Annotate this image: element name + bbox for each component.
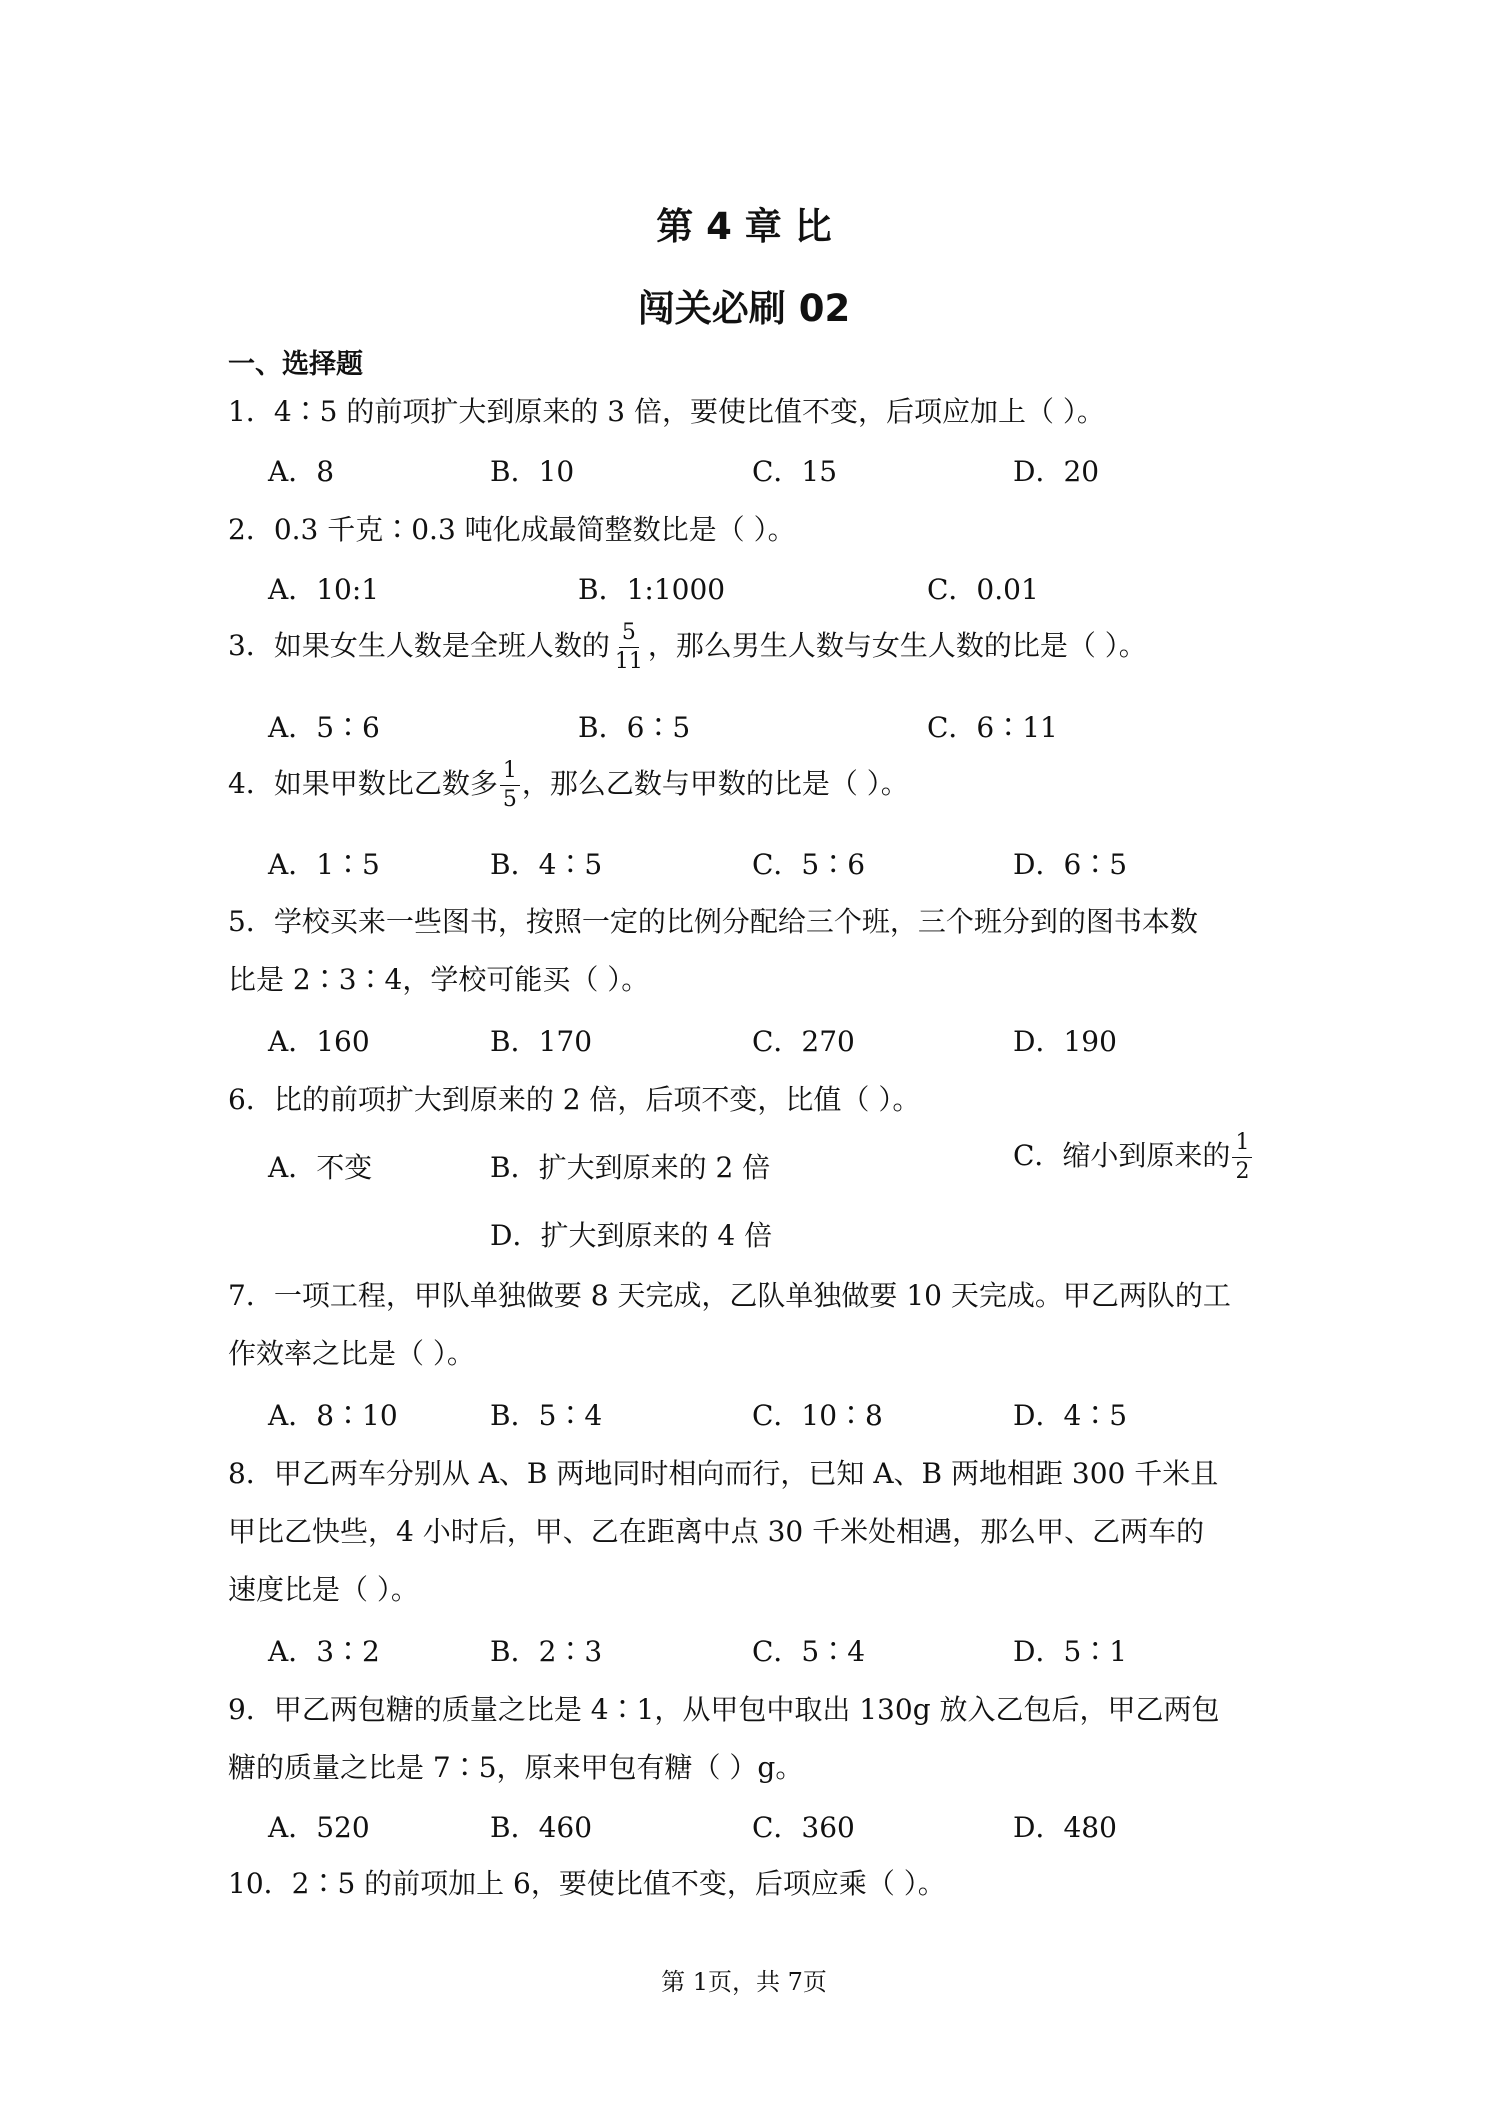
q1-option-a: A．8: [268, 455, 335, 488]
section-heading: 一、选择题: [228, 349, 363, 380]
q4-option-c: C．5∶6: [752, 848, 866, 881]
question-8-line-3: 速度比是（ ）。: [228, 1573, 419, 1606]
q9-option-c: C．360: [752, 1811, 855, 1844]
question-4: [228, 760, 909, 811]
q4-fraction: [500, 760, 520, 811]
q3-fraction: [612, 622, 646, 673]
question-3: [228, 622, 1147, 673]
question-5-line-2: 比是 2∶3∶4，学校可能买（ ）。: [228, 963, 650, 996]
q9-option-d: D．480: [1013, 1811, 1117, 1844]
q4-text-pre: 4．如果甲数比乙数多: [228, 767, 498, 800]
q2-option-b: B．1:1000: [578, 573, 726, 606]
q1-option-b: B．10: [490, 455, 575, 488]
q9-option-b: B．460: [490, 1811, 593, 1844]
question-2: 2．0.3 千克∶0.3 吨化成最简整数比是（ ）。: [228, 513, 796, 546]
question-8-line-2: 甲比乙快些，4 小时后，甲、乙在距离中点 30 千米处相遇，那么甲、乙两车的: [228, 1515, 1205, 1548]
q3-option-a: A．5∶6: [268, 711, 380, 744]
q6-option-b: B．扩大到原来的 2 倍: [490, 1151, 771, 1184]
page-subtitle: 闯关必刷 02: [637, 287, 851, 330]
question-8-line-1: 8．甲乙两车分别从 A、B 两地同时相向而行，已知 A、B 两地相距 300 千米且: [228, 1457, 1219, 1490]
q4-denominator: 5: [502, 787, 517, 812]
question-10: 10．2∶5 的前项加上 6，要使比值不变，后项应乘（ ）。: [228, 1867, 946, 1900]
question-1: 1．4∶5 的前项扩大到原来的 3 倍，要使比值不变，后项应加上（ ）。: [228, 395, 1105, 428]
q4-option-d: D．6∶5: [1013, 848, 1128, 881]
q3-option-c: C．6∶11: [927, 711, 1058, 744]
question-5-line-1: 5．学校买来一些图书，按照一定的比例分配给三个班，三个班分到的图书本数: [228, 905, 1198, 938]
q6-option-d: D．扩大到原来的 4 倍: [490, 1219, 773, 1252]
q1-option-c: C．15: [752, 455, 838, 488]
q3-denominator: 11: [614, 649, 643, 674]
q5-option-a: A．160: [268, 1025, 370, 1058]
q4-option-a: A．1∶5: [268, 848, 380, 881]
q5-option-b: B．170: [490, 1025, 593, 1058]
q6-c-numerator: 1: [1232, 1132, 1252, 1158]
question-7-line-2: 作效率之比是（ ）。: [228, 1337, 475, 1370]
q8-option-b: B．2∶3: [490, 1635, 603, 1668]
q5-option-d: D．190: [1013, 1025, 1117, 1058]
q6-option-a: A．不变: [268, 1151, 373, 1184]
q6-option-c: [1013, 1132, 1254, 1183]
q1-option-d: D．20: [1013, 455, 1100, 488]
q6-c-denominator: 2: [1235, 1159, 1250, 1184]
q7-option-c: C．10∶8: [752, 1399, 883, 1432]
q9-option-a: A．520: [268, 1811, 370, 1844]
q3-text-pre: 3．如果女生人数是全班人数的: [228, 629, 610, 662]
q7-option-b: B．5∶4: [490, 1399, 603, 1432]
page-footer: 第 1页，共 7页: [661, 1968, 827, 1996]
question-9-line-1: 9．甲乙两包糖的质量之比是 4∶1，从甲包中取出 130g 放入乙包后，甲乙两包: [228, 1693, 1220, 1726]
question-9-line-2: 糖的质量之比是 7∶5，原来甲包有糖（ ）g。: [228, 1751, 804, 1784]
q8-option-d: D．5∶1: [1013, 1635, 1128, 1668]
q6-option-c-text: C．缩小到原来的: [1013, 1139, 1231, 1172]
chapter-title: 第 4 章 比: [656, 205, 832, 248]
q8-option-a: A．3∶2: [268, 1635, 380, 1668]
q3-text-post: ，那么男生人数与女生人数的比是（ ）。: [647, 629, 1147, 662]
q6-option-c-fraction: [1232, 1132, 1252, 1183]
q4-text-post: ，那么乙数与甲数的比是（ ）。: [521, 767, 909, 800]
question-6: 6．比的前项扩大到原来的 2 倍，后项不变，比值（ ）。: [228, 1083, 921, 1116]
q4-option-b: B．4∶5: [490, 848, 603, 881]
q7-option-a: A．8∶10: [268, 1399, 398, 1432]
question-7-line-1: 7．一项工程，甲队单独做要 8 天完成，乙队单独做要 10 天完成。甲乙两队的工: [228, 1279, 1231, 1312]
q8-option-c: C．5∶4: [752, 1635, 866, 1668]
q2-option-a: A．10:1: [268, 573, 380, 606]
q3-option-b: B．6∶5: [578, 711, 691, 744]
q2-option-c: C．0.01: [927, 573, 1039, 606]
q3-numerator: 5: [619, 622, 639, 648]
q5-option-c: C．270: [752, 1025, 855, 1058]
q4-numerator: 1: [500, 760, 520, 786]
q7-option-d: D．4∶5: [1013, 1399, 1128, 1432]
